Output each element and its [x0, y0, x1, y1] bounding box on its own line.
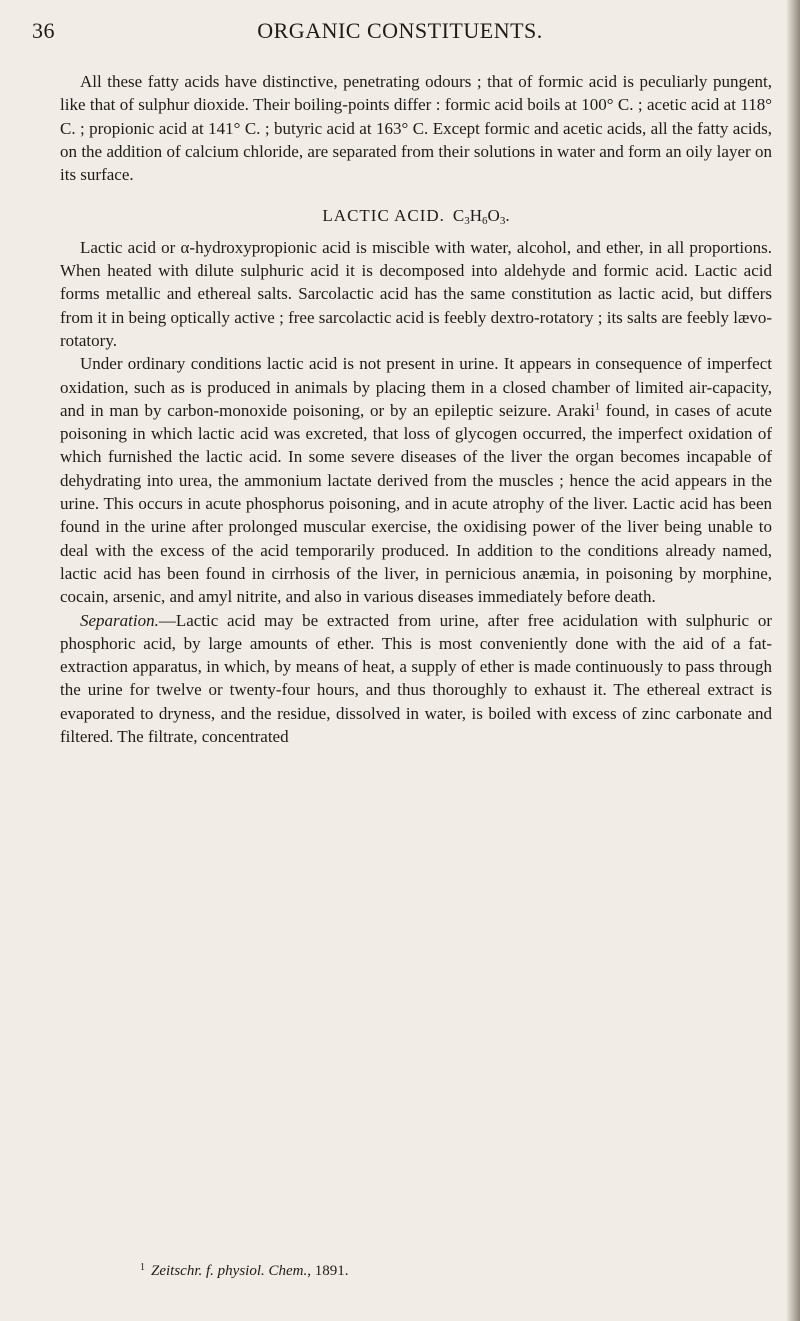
- footnote-year: , 1891.: [307, 1263, 349, 1279]
- section-heading: [60, 204, 772, 227]
- separation-label: Separation.: [80, 610, 159, 630]
- section-title: LACTIC ACID.: [322, 206, 445, 226]
- paragraph-separation: Separation.—Lactic acid may be extracted from urine, after free acidulation with sulphuric or phosphoric acid, by large amounts of ether. This is most conveniently done with the aid of a fat-extraction apparatus, in which, by means of heat, a supply of ether is made continuously to pass through the urine for twelve or twenty-four hours, and thus thoroughly to exhaust it. The ethereal extract is evaporated to dryness, and the residue, dissolved in water, is boiled with excess of zinc carbonate and filtered. The filtrate, concentrated: [60, 610, 772, 747]
- footnote-mark: 1: [140, 1262, 145, 1273]
- footnote: [140, 1262, 760, 1280]
- page-header: [0, 18, 800, 58]
- paragraph-lactic-urine: Under ordinary conditions lactic acid is not present in urine. It appears in consequence of imperfect oxidation, such as is produced in animals by placing them in a closed chamber of limited air-capacity, and in man by carbon-monoxide poisoning, or by an epileptic seizure. Araki$^1$ found, in cases of acute poisoning in which lactic acid was excreted, that loss of glycogen occurred, the imperfect oxidation of which furnished the lactic acid. In some severe diseases of the liver the organ becomes incapable of dehydrating into urea, the ammonium lactate derived from the muscles ; hence the acid appears in the urine. This occurs in acute phosphorus poisoning, and in acute atrophy of the liver. Lactic acid has been found in the urine after prolonged muscular exercise, the oxidising power of the liver being unable to deal with the excess of the acid temporarily produced. In addition to the conditions already named, lactic acid has been found in cirrhosis of the liver, in pernicious anæmia, in poisoning by morphine, cocain, arsenic, and amyl nitrite, and also in various diseases immediately before death.: [60, 354, 772, 607]
- footnote-reference: 1: [594, 401, 600, 413]
- paragraph-lactic-properties: Lactic acid or α-hydroxypropionic acid is miscible with water, alcohol, and ether, in all proportions. When heated with dilute sulphuric acid it is decomposed into aldehyde and formic acid. Lactic acid forms metallic and ethereal salts. Sarcolactic acid has the same constitution as lactic acid, but differs from it in being optically active ; free sarcolactic acid is feebly dextro-rotatory ; its salts are feebly lævo-rotatory.: [60, 237, 772, 350]
- running-title: ORGANIC CONSTITUENTS.: [257, 18, 543, 43]
- page-number: 36: [32, 18, 55, 43]
- paragraph-fatty-acids: All these fatty acids have distinctive, penetrating odours ; that of formic acid is peculiarly pungent, like that of sulphur dioxide. Their boiling-points differ : formic acid boils at 100° C. ; acetic acid at 118° C. ; propionic acid at 141° C. ; butyric acid at 163° C. Except formic and acetic acids, all the fatty acids, on the addition of calcium chloride, are separated from their solutions in water and form an oily layer on its surface.: [60, 72, 772, 185]
- footnote-journal: Zeitschr. f. physiol. Chem.: [151, 1263, 308, 1279]
- body-text: [60, 70, 772, 748]
- page-edge-shadow: [786, 0, 800, 1321]
- section-formula: $C_3H_6O_3$.: [452, 206, 510, 228]
